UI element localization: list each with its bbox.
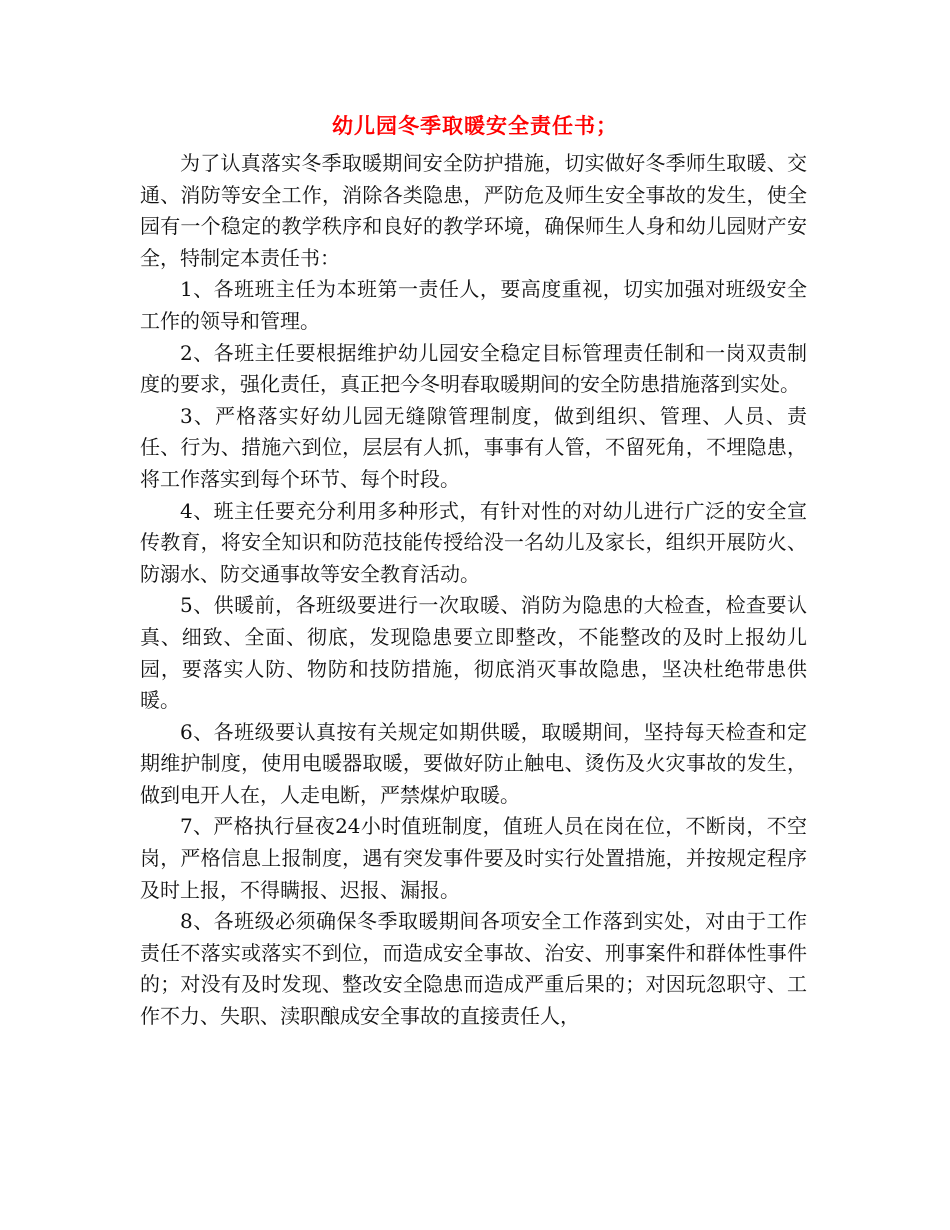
clause-paragraph-4: 4、班主任要充分利用多种形式，有针对性的对幼儿进行广泛的安全宣传教育，将安全知识和防范技能传授给没一名幼儿及家长，组织开展防火、防溺水、防交通事故等安全教育活动。 [140, 498, 807, 586]
clause-paragraph-3: 3、严格落实好幼儿园无缝隙管理制度，做到组织、管理、人员、责任、行为、措施六到位，层层有人抓，事事有人管，不留死角，不埋隐患，将工作落实到每个环节、每个时段。 [140, 403, 807, 491]
clause-paragraph-1: 1、各班班主任为本班第一责任人，要高度重视，切实加强对班级安全工作的领导和管理。 [140, 277, 807, 333]
intro-paragraph: 为了认真落实冬季取暖期间安全防护措施，切实做好冬季师生取暖、交通、消防等安全工作，消除各类隐患，严防危及师生安全事故的发生，使全园有一个稳定的教学秩序和良好的教学环境，确保师生人身和幼儿园财产安全，特制定本责任书： [140, 151, 807, 270]
clause-paragraph-8: 8、各班级必须确保冬季取暖期间各项安全工作落到实处，对由于工作责任不落实或落实不到位，而造成安全事故、治安、刑事案件和群体性事件的；对没有及时发现、整改安全隐患而造成严重后果的；对因玩忽职守、工作不力、失职、渎职酿成安全事故的直接责任人， [140, 909, 807, 1029]
document-body [140, 148, 807, 1033]
document-title: 幼儿园冬季取暖安全责任书； [332, 113, 618, 138]
clause-paragraph-6: 6、各班级要认真按有关规定如期供暖，取暖期间，坚持每天检查和定期维护制度，使用电暖器取暖，要做好防止触电、烫伤及火灾事故的发生，做到电开人在，人走电断，严禁煤炉取暖。 [140, 719, 807, 807]
clause-paragraph-2: 2、各班主任要根据维护幼儿园安全稳定目标管理责任制和一岗双责制度的要求，强化责任，真正把今冬明春取暖期间的安全防患措施落到实处。 [140, 340, 807, 397]
clause-paragraph-5: 5、供暖前，各班级要进行一次取暖、消防为隐患的大检查，检查要认真、细致、全面、彻底，发现隐患要立即整改，不能整改的及时上报幼儿园，要落实人防、物防和技防措施，彻底消灭事故隐患，坚决杜绝带患供暖。 [140, 593, 807, 713]
clause-paragraph-7: 7、严格执行昼夜24小时值班制度，值班人员在岗在位，不断岗，不空岗，严格信息上报制度，遇有突发事件要及时实行处置措施，并按规定程序及时上报，不得瞒报、迟报、漏报。 [140, 814, 807, 902]
